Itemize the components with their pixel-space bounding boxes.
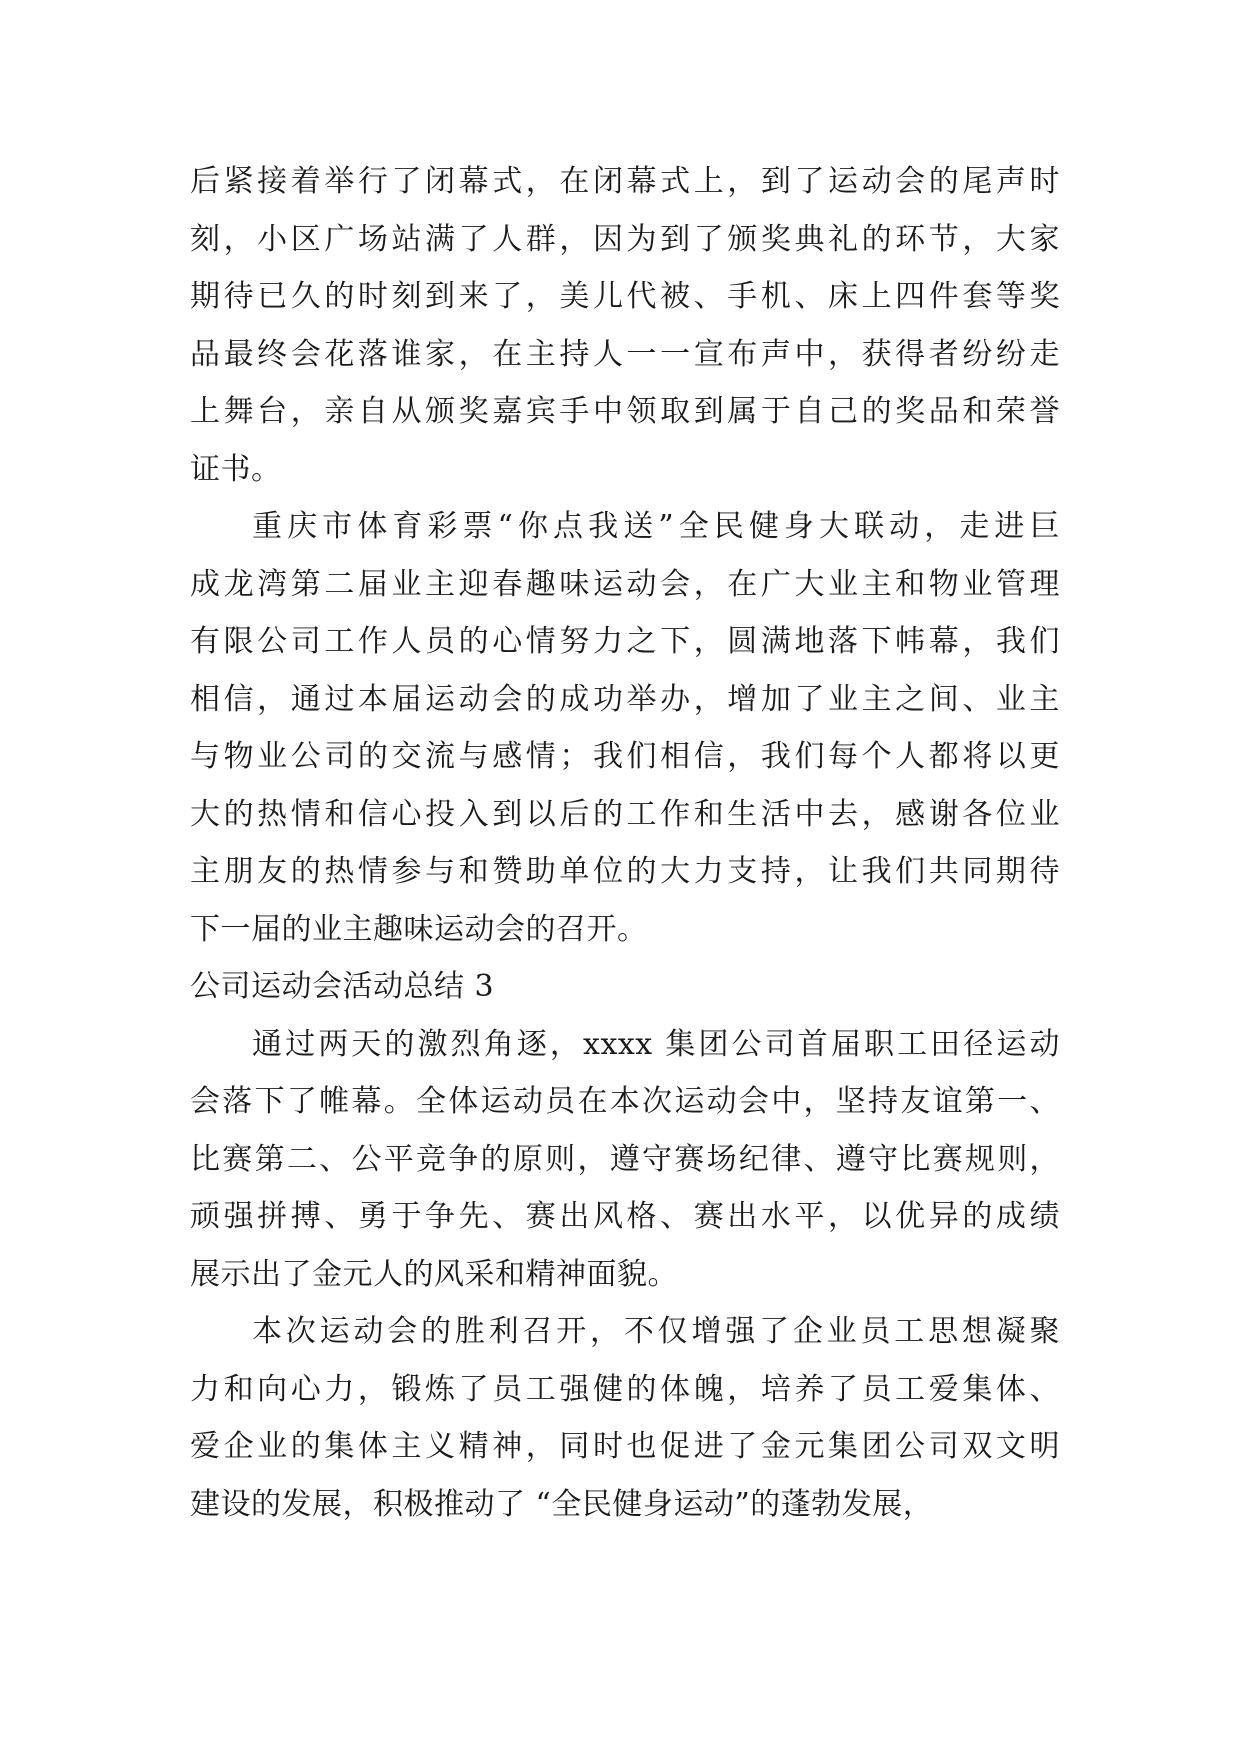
paragraph-chongqing-lottery xyxy=(190,498,1060,958)
text-line: 本次运动会的胜利召开，不仅增强了企业员工思想凝聚 xyxy=(252,1314,1060,1349)
text-line: 下一届的业主趣味运动会的召开。 xyxy=(190,911,648,947)
text-line: 重庆市体育彩票“你点我送”全民健身大联动，走进巨 xyxy=(252,509,1060,544)
text-line: 力和向心力，锻炼了员工强健的体魄，培养了员工爱集体、 xyxy=(190,1371,1060,1407)
text-line: 大的热情和信心投入到以后的工作和生活中去，感谢各位业 xyxy=(190,796,1060,832)
text-line: 比赛第二、公平竞争的原则，遵守赛场纪律、遵守比赛规则， xyxy=(190,1141,1060,1177)
text-line: 展示出了金元人的风采和精神面貌。 xyxy=(190,1256,678,1292)
text-line: 建设的发展，积极推动了 “全民健身运动”的蓬勃发展， xyxy=(190,1486,934,1522)
paragraph-closing-ceremony xyxy=(190,153,1060,498)
paragraph-meet-significance xyxy=(190,1303,1060,1533)
text-line: 与物业公司的交流与感情；我们相信，我们每个人都将以更 xyxy=(190,739,1060,774)
text-line: 期待已久的时刻到来了，美儿代被、手机、床上四件套等奖 xyxy=(190,279,1060,314)
text-line: 刻，小区广场站满了人群，因为到了颁奖典礼的环节，大家 xyxy=(190,221,1060,257)
text-line: 后紧接着举行了闭幕式，在闭幕式上，到了运动会的尾声时 xyxy=(190,164,1060,199)
text-line: 顽强拼搏、勇于争先、赛出风格、赛出水平，以优异的成绩 xyxy=(190,1199,1060,1234)
text-line: 通过两天的激烈角逐，xxxx 集团公司首届职工田径运动 xyxy=(252,1026,1060,1062)
text-line: 会落下了帷幕。全体运动员在本次运动会中，坚持友谊第一、 xyxy=(190,1084,1060,1119)
text-line: 证书。 xyxy=(190,451,282,487)
section-heading: 公司运动会活动总结 3 xyxy=(190,969,495,1004)
text-line: 爱企业的集体主义精神，同时也促进了金元集团公司双文明 xyxy=(190,1429,1060,1464)
text-line: 有限公司工作人员的心情努力之下，圆满地落下帏幕，我们 xyxy=(190,624,1060,659)
text-line: 相信，通过本届运动会的成功举办，增加了业主之间、业主 xyxy=(190,681,1060,717)
text-line: 上舞台，亲自从颁奖嘉宾手中领取到属于自己的奖品和荣誉 xyxy=(190,394,1060,429)
document-body xyxy=(190,153,1060,1533)
text-line: 品最终会花落谁家，在主持人一一宣布声中，获得者纷纷走 xyxy=(190,336,1060,372)
text-line: 主朋友的热情参与和赞助单位的大力支持，让我们共同期待 xyxy=(190,854,1060,889)
text-line: 成龙湾第二届业主迎春趣味运动会，在广大业主和物业管理 xyxy=(190,566,1060,602)
paragraph-track-meet xyxy=(190,1016,1060,1304)
